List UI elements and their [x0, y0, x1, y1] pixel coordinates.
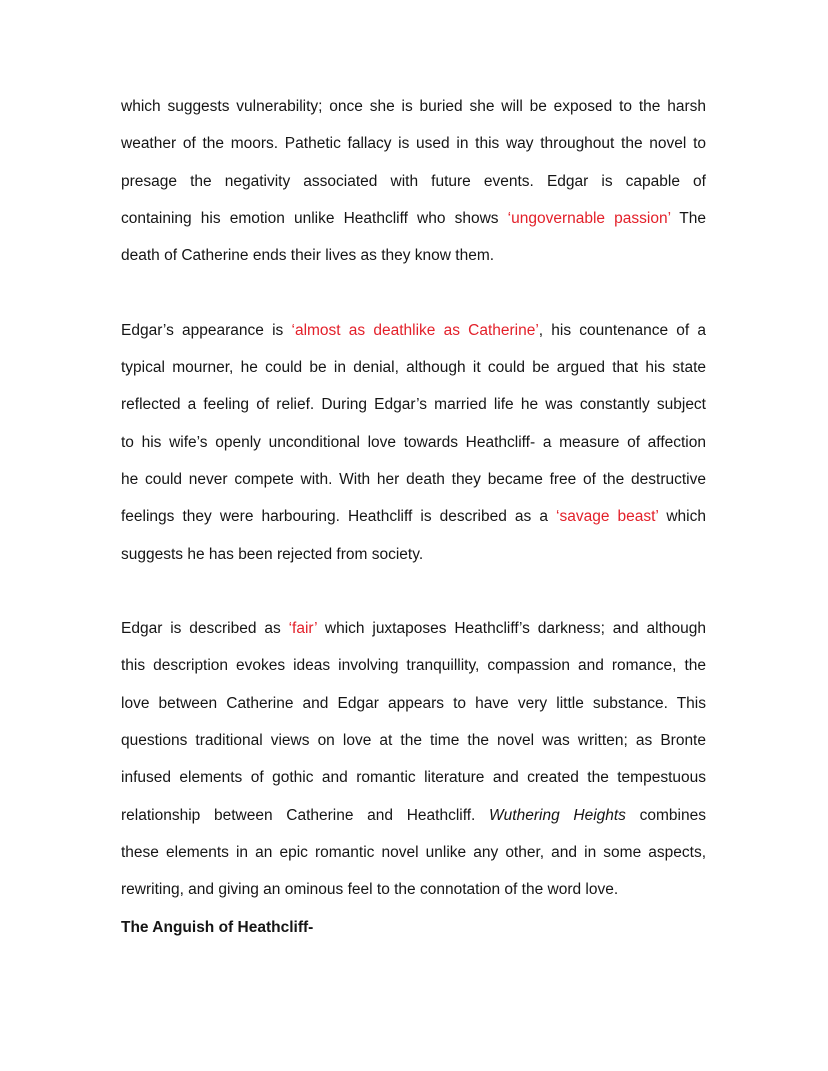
text-segment: this description evokes ideas involving tranquillity, compassion and romance, the [121, 657, 706, 675]
text-line [121, 349, 706, 386]
text-line [121, 498, 706, 535]
paragraph-gap [121, 573, 706, 610]
text-segment: death of Catherine ends their lives as they know them. [121, 247, 495, 265]
text-segment: love between Catherine and Edgar appears to have very little substance. This [121, 694, 706, 712]
quotation: ‘ungovernable passion’ [507, 209, 671, 227]
text-segment: , his countenance of a [538, 321, 706, 339]
paragraph-gap [121, 274, 706, 311]
paragraph [121, 312, 706, 573]
text-segment: containing his emotion unlike Heathcliff who shows [121, 209, 508, 227]
paragraph [121, 610, 706, 946]
text-line [121, 237, 706, 274]
text-segment: rewriting, and giving an ominous feel to the connotation of the word love. [121, 881, 619, 899]
text-segment: to his wife’s openly unconditional love towards Heathcliff- a measure of affection [121, 433, 706, 451]
text-segment: Edgar is described as [121, 620, 289, 638]
text-line [121, 759, 706, 796]
text-line [121, 647, 706, 684]
document-body [121, 88, 706, 946]
title-italic: Wuthering Heights [489, 806, 626, 824]
text-line [121, 536, 706, 573]
text-line [121, 909, 706, 946]
text-segment: combines [625, 806, 706, 824]
text-line [121, 871, 706, 908]
text-segment: questions traditional views on love at the time the novel was written; as Bronte [121, 732, 706, 750]
text-line [121, 461, 706, 498]
text-segment: presage the negativity associated with future events. Edgar is capable of [121, 172, 706, 190]
text-line [121, 312, 706, 349]
text-line [121, 163, 706, 200]
quotation: ‘almost as deathlike as Catherine’ [291, 321, 539, 339]
text-segment: which [658, 508, 706, 526]
paragraph [121, 88, 706, 274]
text-segment: typical mourner, he could be in denial, although it could be argued that his state [121, 359, 706, 377]
text-segment: reflected a feeling of relief. During Edgar’s married life he was constantly subject [121, 396, 706, 414]
text-segment: weather of the moors. Pathetic fallacy is used in this way throughout the novel to [121, 135, 706, 153]
text-segment: The [670, 209, 706, 227]
text-segment: which juxtaposes Heathcliff’s darkness; and although [317, 620, 706, 638]
text-line [121, 610, 706, 647]
text-line [121, 125, 706, 162]
text-segment: suggests he has been rejected from society. [121, 545, 424, 563]
text-segment: feelings they were harbouring. Heathcliff is described as a [121, 508, 557, 526]
text-segment: these elements in an epic romantic novel unlike any other, and in some aspects, [121, 843, 706, 861]
text-line [121, 834, 706, 871]
text-line [121, 797, 706, 834]
text-line [121, 200, 706, 237]
text-line [121, 88, 706, 125]
text-segment: relationship between Catherine and Heathcliff. [121, 806, 490, 824]
quotation: ‘fair’ [288, 620, 318, 638]
text-line [121, 424, 706, 461]
text-segment: infused elements of gothic and romantic literature and created the tempestuous [121, 769, 706, 787]
text-segment: Edgar’s appearance is [121, 321, 292, 339]
text-segment: which suggests vulnerability; once she is buried she will be exposed to the harsh [121, 98, 706, 115]
text-segment: he could never compete with. With her death they became free of the destructive [121, 470, 706, 488]
text-line [121, 685, 706, 722]
text-line [121, 386, 706, 423]
section-heading: The Anguish of Heathcliff- [121, 918, 314, 936]
text-line [121, 722, 706, 759]
quotation: ‘savage beast’ [556, 508, 659, 526]
